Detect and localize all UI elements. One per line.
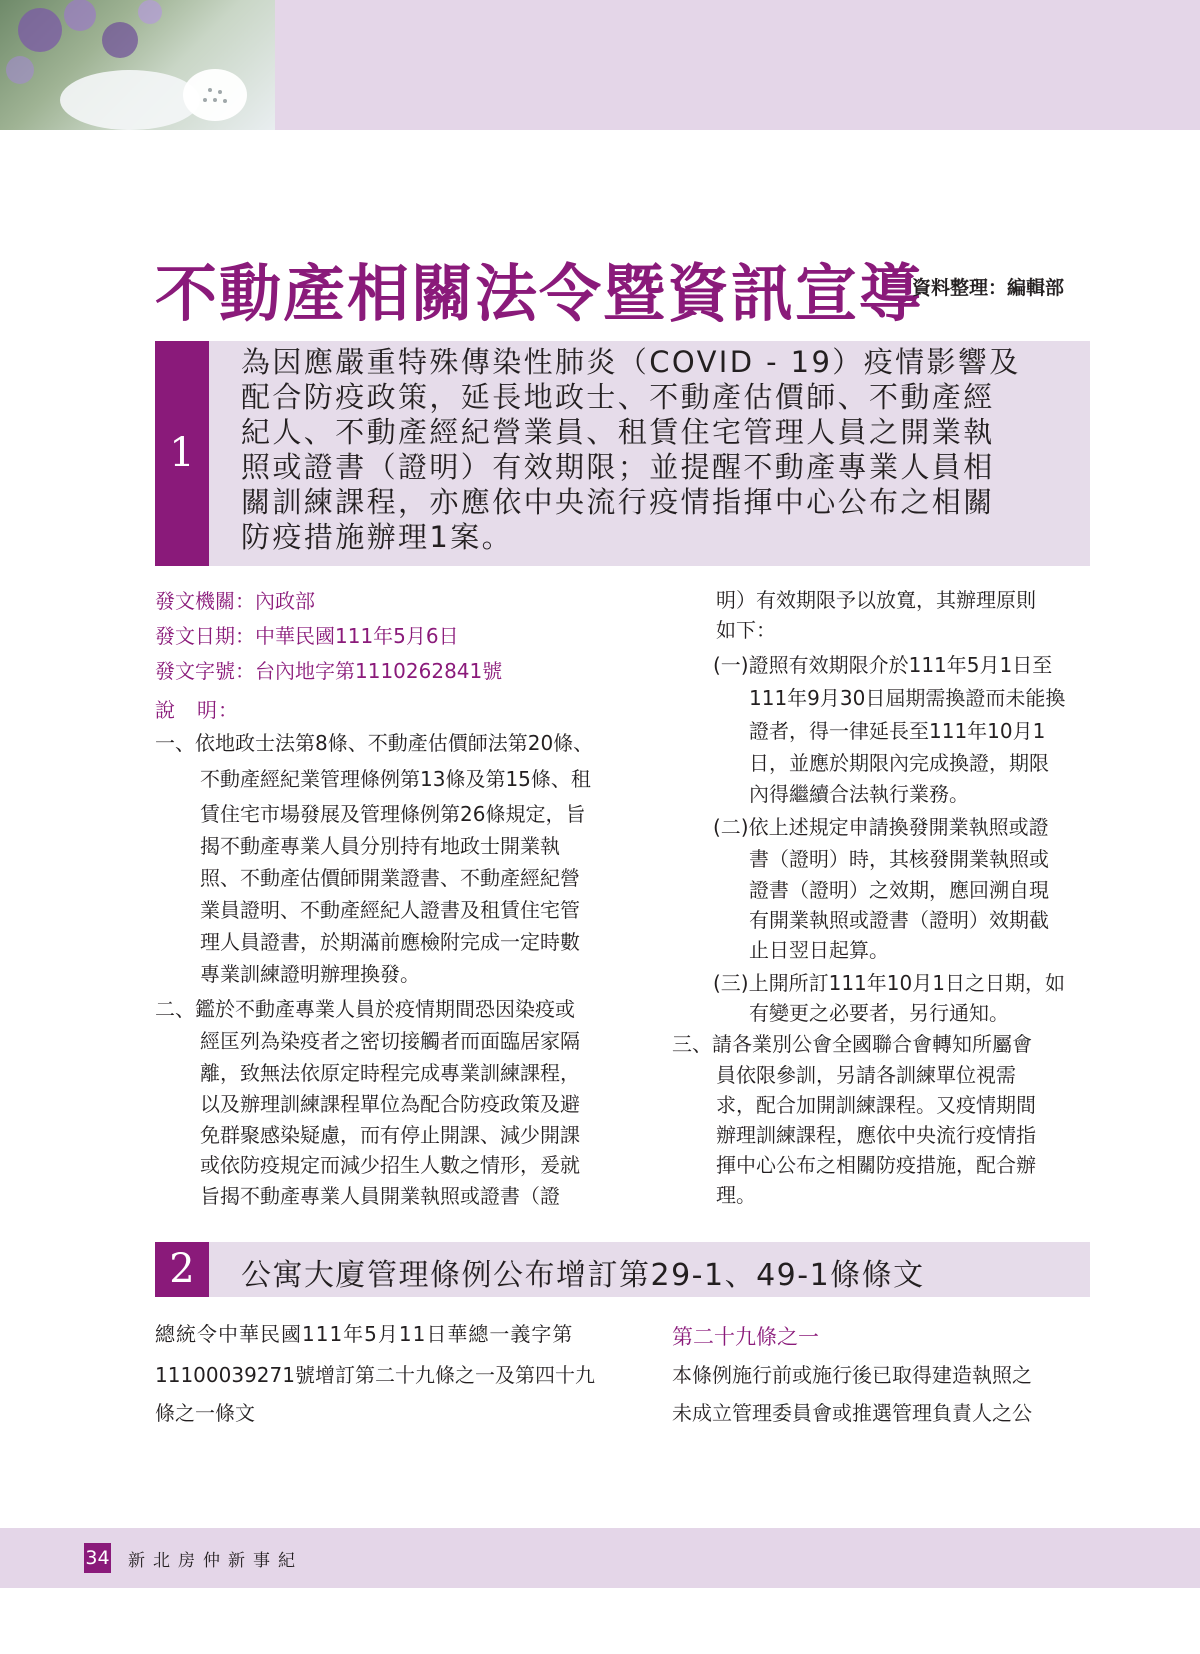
heading-line: 關訓練課程，亦應依中央流行疫情指揮中心公布之相關 — [241, 485, 995, 519]
explain-label: 說 明： — [155, 698, 239, 722]
right-text-line: 如下： — [716, 618, 776, 642]
section-1-number: 1 — [155, 341, 209, 566]
right-text-line: 有變更之必要者，另行通知。 — [749, 1001, 1009, 1025]
left-text-line: 業員證明、不動產經紀人證書及租賃住宅管 — [200, 898, 580, 922]
heading-line: 為因應嚴重特殊傳染性肺炎（COVID - 19）疫情影響及 — [241, 345, 1021, 379]
right-text-line: 日，並應於期限內完成換證，期限 — [749, 751, 1049, 775]
right-text-line: 證書（證明）之效期，應回溯自現 — [749, 878, 1049, 902]
left-text-line: 11100039271號增訂第二十九條之一及第四十九 — [155, 1363, 595, 1387]
magazine-name: 新北房仲新事紀 — [128, 1551, 303, 1571]
right-text-line: 未成立管理委員會或推選管理負責人之公 — [672, 1401, 1032, 1425]
left-text-line: 旨揭不動產專業人員開業執照或證書（證 — [200, 1184, 560, 1208]
right-text-line: 員依限參訓，另請各訓練單位視需 — [716, 1063, 1016, 1087]
right-text-line: 內得繼續合法執行業務。 — [749, 782, 969, 806]
document-number: 發文字號：台內地字第1110262841號 — [155, 659, 503, 683]
left-text-line: 條之一條文 — [155, 1401, 255, 1425]
right-text-line: 證者，得一律延長至111年10月1 — [749, 719, 1046, 743]
right-text-line: 辦理訓練課程，應依中央流行疫情指 — [716, 1123, 1036, 1147]
page-number: 34 — [84, 1543, 111, 1573]
left-text-line: 二、鑑於不動產專業人員於疫情期間恐因染疫或 — [155, 997, 575, 1021]
left-text-line: 一、依地政士法第8條、不動產估價師法第20條、 — [155, 731, 594, 755]
heading-line: 防疫措施辦理1案。 — [241, 520, 514, 554]
left-text-line: 不動產經紀業管理條例第13條及第15條、租 — [200, 767, 591, 791]
heading-line: 配合防疫政策，延長地政士、不動產估價師、不動產經 — [241, 380, 995, 414]
left-text-line: 理人員證書，於期滿前應檢附完成一定時數 — [200, 930, 580, 954]
page-title: 不動產相關法令暨資訊宣導 — [155, 257, 924, 330]
left-text-line: 照、不動產估價師開業證書、不動產經紀營 — [200, 866, 580, 890]
left-text-line: 以及辦理訓練課程單位為配合防疫政策及避 — [200, 1092, 580, 1116]
right-text-line: 明）有效期限予以放寬，其辦理原則 — [716, 588, 1036, 612]
right-text-line: (二)依上述規定申請換發開業執照或證 — [713, 815, 1049, 839]
left-text-line: 賃住宅市場發展及管理條例第26條規定，旨 — [200, 802, 586, 826]
left-text-line: 總統令中華民國111年5月11日華總一義字第 — [155, 1322, 574, 1346]
right-text-line: (三)上開所訂111年10月1日之日期，如 — [713, 971, 1065, 995]
right-text-line: 三、請各業別公會全國聯合會轉知所屬會 — [672, 1032, 1032, 1056]
right-text-line: 有開業執照或證書（證明）效期截 — [749, 908, 1049, 932]
issuer: 發文機關：內政部 — [155, 589, 315, 613]
left-text-line: 經匡列為染疫者之密切接觸者而面臨居家隔 — [200, 1029, 580, 1053]
right-text-line: (一)證照有效期限介於111年5月1日至 — [713, 653, 1053, 677]
left-text-line: 離，致無法依原定時程完成專業訓練課程， — [200, 1061, 580, 1085]
section-2-number: 2 — [155, 1242, 209, 1297]
article-title: 第二十九條之一 — [672, 1325, 819, 1349]
left-text-line: 專業訓練證明辦理換發。 — [200, 962, 420, 986]
heading-line: 照或證書（證明）有效期限；並提醒不動產專業人員相 — [241, 450, 995, 484]
header-flower-photo — [0, 0, 275, 130]
right-text-line: 111年9月30日屆期需換證而未能換 — [749, 686, 1066, 710]
left-text-line: 免群聚感染疑慮，而有停止開課、減少開課 — [200, 1123, 580, 1147]
issue-date: 發文日期：中華民國111年5月6日 — [155, 624, 459, 648]
heading-line: 紀人、不動產經紀營業員、租賃住宅管理人員之開業執 — [241, 415, 995, 449]
byline: 資料整理：編輯部 — [912, 277, 1065, 299]
section-1-heading — [241, 345, 1071, 555]
right-text-line: 理。 — [716, 1183, 756, 1207]
left-text-line: 或依防疫規定而減少招生人數之情形，爰就 — [200, 1153, 580, 1177]
right-text-line: 書（證明）時，其核發開業執照或 — [749, 847, 1049, 871]
right-text-line: 求，配合加開訓練課程。又疫情期間 — [716, 1093, 1036, 1117]
right-text-line: 止日翌日起算。 — [749, 938, 889, 962]
right-text-line: 本條例施行前或施行後已取得建造執照之 — [672, 1363, 1032, 1387]
left-text-line: 揭不動產專業人員分別持有地政士開業執 — [200, 834, 560, 858]
section-2-heading: 公寓大廈管理條例公布增訂第29-1、49-1條條文 — [241, 1258, 925, 1293]
right-text-line: 揮中心公布之相關防疫措施，配合辦 — [716, 1153, 1036, 1177]
